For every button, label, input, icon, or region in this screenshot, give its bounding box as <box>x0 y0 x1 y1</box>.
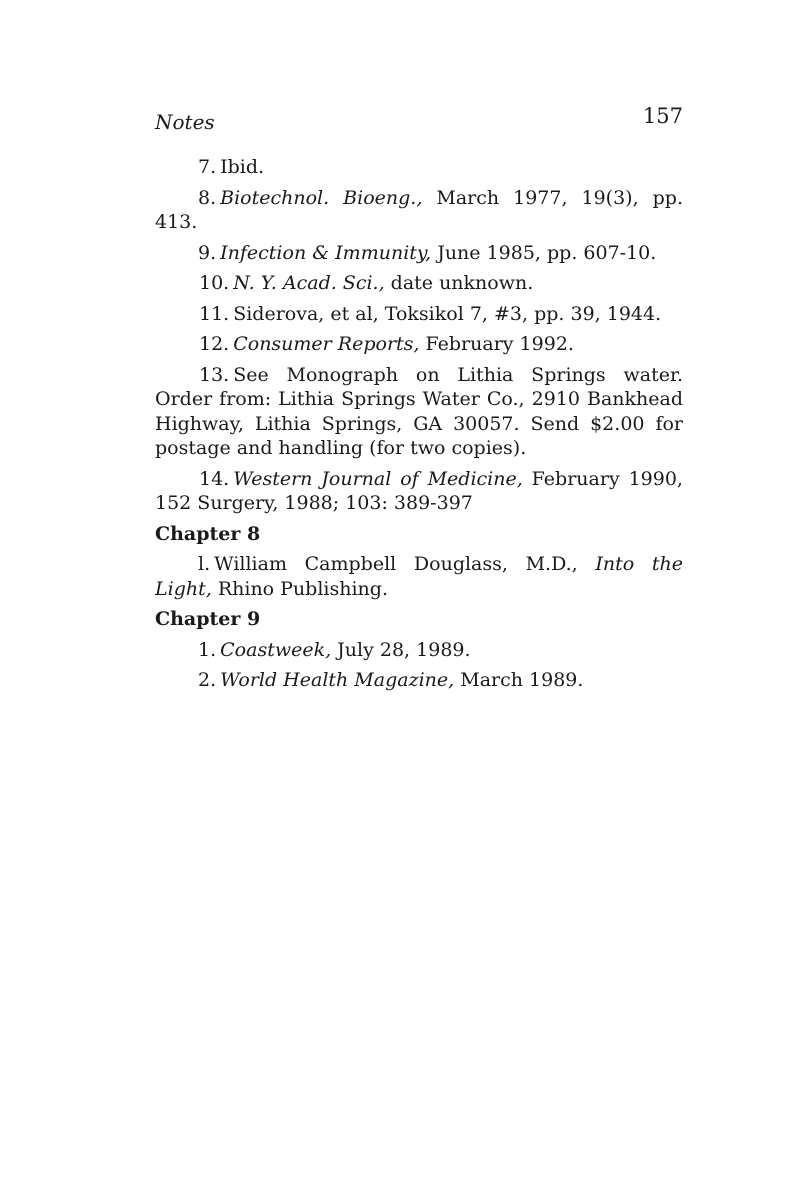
chapter-heading: Chapter 9 <box>155 608 261 630</box>
note-source-title: Into the Light, <box>155 553 683 600</box>
note-source-title: Consumer Reports, <box>233 333 420 355</box>
chapter9-note-1 <box>155 638 683 663</box>
note-12 <box>155 332 683 357</box>
note-number: 10. <box>199 272 230 294</box>
note-text: Rhino Publishing. <box>211 577 388 600</box>
running-title: Notes <box>155 110 215 134</box>
note-11 <box>155 302 683 327</box>
note-13 <box>155 363 683 461</box>
note-text: March 1977, 19(3), pp. 413. <box>155 186 683 233</box>
note-text-prefix: William Campbell Douglass, M.D., <box>214 553 596 575</box>
note-number: 8. <box>198 186 217 209</box>
note-source-title: N. Y. Acad. Sci., <box>233 272 385 294</box>
note-8 <box>155 186 683 235</box>
note-source-title: Infection & Immunity, <box>220 241 432 264</box>
chapter8-note-1 <box>155 552 683 601</box>
running-head <box>155 104 683 134</box>
note-10 <box>155 271 683 296</box>
note-number: 7. <box>198 156 217 178</box>
note-number: 11. <box>199 302 230 325</box>
note-9 <box>155 241 683 266</box>
chapter-heading: Chapter 8 <box>155 522 261 545</box>
note-number: 9. <box>198 241 217 264</box>
note-number: 14. <box>199 467 230 490</box>
note-number: l. <box>198 553 211 575</box>
notes-body <box>155 155 683 699</box>
note-text: February 1990, 152 Surgery, 1988; 103: 389-397 <box>155 467 683 514</box>
note-text: June 1985, pp. 607-10. <box>431 241 657 264</box>
note-source-title: World Health Magazine, <box>220 669 455 691</box>
note-number: 1. <box>198 638 217 661</box>
note-source-title: Biotechnol. Bioeng., <box>220 186 423 209</box>
note-14 <box>155 467 683 516</box>
note-text: See Monograph on Lithia Springs water. Order from: Lithia Springs Water Co., 2910 Bankhead Highway, Lithia Springs, GA 30057. Send $2.00 for postage and handling (for two copies). <box>155 363 683 459</box>
note-text: March 1989. <box>454 669 584 691</box>
note-text: February 1992. <box>419 333 574 355</box>
note-number: 12. <box>199 333 230 355</box>
note-text: Siderova, et al, Toksikol 7, #3, pp. 39, 1944. <box>233 302 662 325</box>
note-text: date unknown. <box>384 272 534 294</box>
note-number: 2. <box>198 669 217 691</box>
note-source-title: Western Journal of Medicine, <box>233 467 523 490</box>
note-source-title: Coastweek, <box>220 638 332 661</box>
note-text: Ibid. <box>220 156 265 178</box>
note-number: 13. <box>199 363 230 386</box>
chapter9-note-2 <box>155 668 683 693</box>
note-text: July 28, 1989. <box>331 638 471 661</box>
note-7 <box>155 155 683 180</box>
page-number: 157 <box>642 104 683 128</box>
